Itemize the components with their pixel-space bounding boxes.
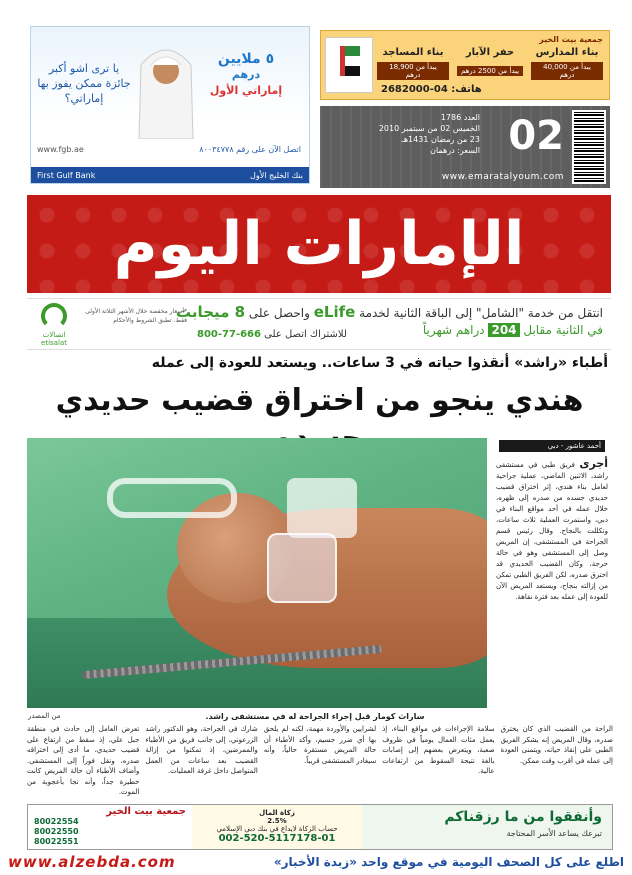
fgb-website[interactable]: www.fgb.ae [37,145,84,154]
article-right-column [496,458,608,603]
footer-slogan: اطلع على كل الصحف اليومية في موقع واحد «زبدة الأخبار» [273,855,624,869]
zakat-ad[interactable] [27,804,613,850]
zakat-slogan: وأنفقوا من ما رزقناكم تبرعك يساعد الأسر المحتاجة [362,805,612,849]
article-column: تعرض العامل إلى حادث في منطقة جبل علي، إذ سقط من ارتفاع على قضيب حديدي، ما أدى إلى اختراقه صدره، ونقل فوراً إلى المستشفى. وأضاف الأطباء أن حالة المريض كانت خطيرة جداً، وأنه نجا بأعجوبة من الموت. [26,725,140,796]
charity-item: بناء المدارس يبدأ من 40,000 درهم [531,47,603,81]
newspaper-masthead [27,195,611,293]
etisalat-fine-print: *أسعار مخفضة خلال الأشهر الثلاثة الأولى فقط. تطبق الشروط والأحكام [85,308,187,324]
etisalat-line-2: في الثانية مقابل 204 دراهم شهرياً [422,323,603,337]
issue-info-box [320,106,610,188]
footer-site-link[interactable]: www.alzebda.com [8,853,176,871]
article-column: لشرايين والأوردة مهمة، لكنه لم يلحق بها أي ضرر جسيم، وأكد الأطباء أن حالة المريض مستقرة حالياً، وأنه سيغادر المستشفى قريباً. [263,725,377,765]
photo-breathing-tube [107,478,237,518]
fgb-question: يا ترى اشو أكبر جائزة ممكن يفوز بها إماراتي؟ [37,62,131,105]
zakat-account: زكاة المال 2.5% حساب الزكاة لايداع في بنك دبي الإسلامي 002-520-5117178-01 [192,805,362,849]
newspaper-title: الإمارات اليوم [113,209,525,279]
issue-meta: العدد 1786 الخميس 02 من سبتمبر 2010 23 من رمضان 1431هـ السعر: درهمان [378,113,480,155]
article-column: سلامة الإجراءات في مواقع البناء، إذ يعمل مئات العمال يومياً في ظروف صعبة، ويتعرض بعضهم إلى إصابات بالغة نتيجة السقوط من ارتفاعات عالية. [382,725,495,775]
charity-phone: هاتف: 04-2682000 [381,84,482,95]
photo-bag [267,533,337,603]
barcode-icon [572,110,606,184]
issue-website[interactable]: www.emaratalyoum.com [441,172,564,182]
charity-item: بناء المساجد يبدأ من 18,900 درهم [377,47,449,81]
article-photo [27,438,487,708]
charity-items [377,47,603,81]
article-kicker: أطباء «راشد» أنقذوا حياته في 3 ساعات.. ويستعد للعودة إلى عمله [151,355,608,371]
fgb-ad[interactable] [30,26,310,184]
article-byline: أحمد عاشور - دبي [499,440,605,452]
fgb-cta[interactable]: اتصل الآن على رقم ٨٠٠٣٤٧٧٨ [199,145,301,154]
charity-item: حفر الآبار يبدأ من 2500 درهم [454,47,526,81]
fgb-brand-bar: بنك الخليج الأول First Gulf Bank [31,167,309,183]
photo-caption: ساراث كومار قبل إجراء الجراحة له في مستشفى راشد. [205,712,425,721]
fgb-man-figure [131,35,201,139]
article-headline[interactable]: هندي ينجو من اختراق قضيب حديدي [55,383,584,418]
charity-ad[interactable] [320,30,610,100]
photo-mask [287,478,357,538]
charity-logo [325,37,373,93]
zakat-phones[interactable]: جمعية بيت الخير 80022554 80022550 80022551 [28,805,192,849]
charity-org-name: جمعية بيت الخير [539,35,603,44]
fgb-prize-amount: ٥ ملايين درهم إماراتي الأول [209,51,283,97]
article-column: شارك في الجراحة، وهو الدكتور راشد الزرعوني، إلى جانب فريق من الأطباء والممرضين، إذ تمكنوا من إزالة القضيب بعد ساعات من العمل المتواصل داخل غرفة العمليات. [145,725,258,775]
top-ads-area [30,26,610,196]
issue-day: 02 [508,113,564,159]
footer-bar [0,851,632,875]
etisalat-logo-icon: اتصالات etisalat [35,303,73,345]
etisalat-line-1: انتقل من خدمة "الشامل" إلى الباقة الثانية لخدمة eLife واحصل على 8 ميجابت [176,303,603,321]
etisalat-ad[interactable] [27,298,611,350]
etisalat-phone[interactable]: للاشتراك اتصل على 800-77-666 [197,329,347,340]
article-column: الراحة من القضيب الذي كان يخترق صدره، وقال المريض إنه يشكر الفريق الطبي على إنقاذ حياته، ويتمنى العودة إلى عمله في أقرب وقت ممكن. [500,725,613,765]
photo-credit: من المصدر [28,712,61,720]
uae-flag-icon [340,46,360,76]
lead-word: أجرى [579,457,608,470]
right-column-text: فريق طبي في مستشفى راشد، الاثنين الماضي، عملية جراحية لعامل بناء هندي، إثر اختراق قضيب حديدي جسده من صدره إلى ظهره، خلال عمله في أحد مواقع البناء في دبي، واستمرت العملية ثلاث ساعات، وتكللت بالنجاح. وقال رئيس قسم الجراحة في المستشفى، إن المريض وصل إلى المستشفى وهو في حالة حرجة، وكان القضيب الحديدي قد اخترق صدره، لكن الفريق الطبي تمكن من إزالته بنجاح، ويستعد المريض الآن للعودة إلى عمله بعد فترة نقاهة. [496,461,608,601]
